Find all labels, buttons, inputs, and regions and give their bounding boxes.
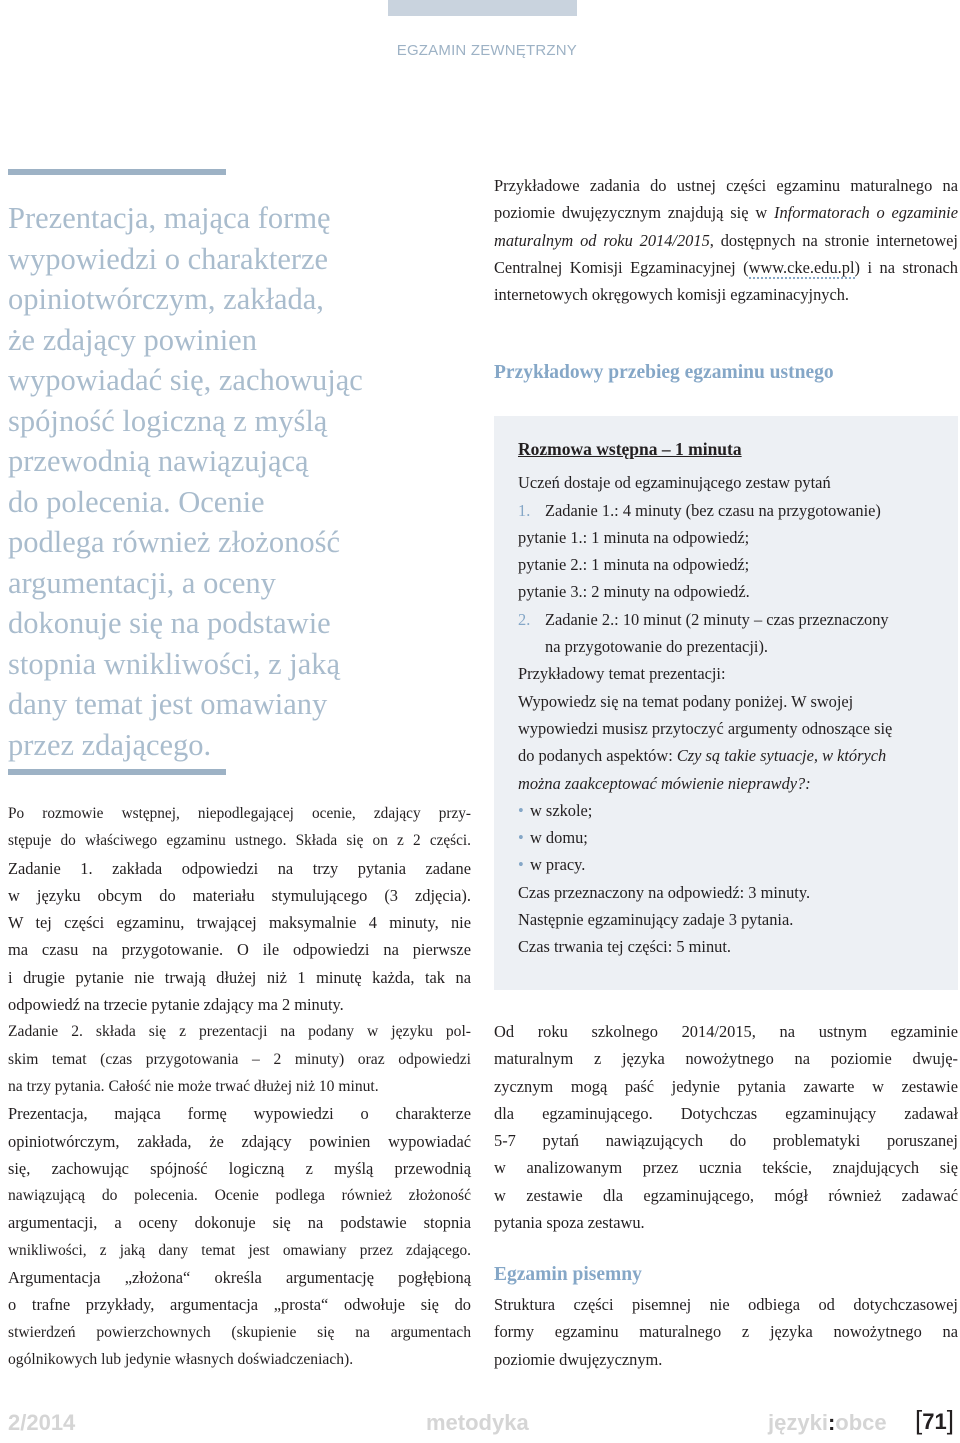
body-line: pytania spoza zestawu.	[494, 1213, 645, 1233]
pullquote-line: spójność logiczną z myślą	[8, 403, 328, 438]
body-line: Od roku szkolnego 2014/2015, na ustnym egzaminie	[494, 1022, 958, 1041]
pullquote-line: wypowiadać się, zachowując	[8, 363, 363, 397]
written-exam-paragraph	[494, 1291, 958, 1373]
item-number: 1.	[518, 500, 531, 520]
pullquote-line: Prezentacja, mająca formę	[8, 201, 331, 235]
body-line: ogólnikowych lub jedynie własnych doświadczeniach).	[8, 1350, 354, 1368]
pullquote-line: stopnia wnikliwości, z jaką	[8, 646, 341, 681]
body-line: argumentacji, a oceny dokonuje się na podstawie stopnia	[8, 1213, 471, 1233]
brand-separator: :	[827, 1410, 836, 1435]
footer-brand	[768, 1410, 887, 1436]
pullquote-top-rule	[8, 169, 226, 175]
box-line: na przygotowanie do prezentacji).	[545, 637, 768, 657]
header-bar	[388, 0, 577, 16]
intro-paragraph	[494, 172, 958, 308]
pullquote-line: przewodnią nawiązującą	[8, 444, 309, 478]
box-line: wypowiedzi musisz przytoczyć argumenty odnoszące się	[518, 718, 893, 738]
heading-written-exam: Egzamin pisemny	[494, 1264, 642, 1285]
pullquote-line: że zdający powinien	[8, 322, 257, 357]
box-italic: Czy są takie sytuacje, w których	[676, 746, 887, 766]
bullet-icon: •	[518, 828, 524, 848]
box-line: Następnie egzaminujący zadaje 3 pytania.	[518, 910, 794, 930]
box-line: do podanych aspektów:	[518, 746, 677, 766]
pullquote-line: dany temat jest omawiany	[8, 687, 328, 721]
body-line: stępuje do właściwego egzaminu ustnego. Składa się on z 2 części.	[8, 832, 471, 850]
body-line: Po rozmowie wstępnej, niepodlegającej ocenie, zdający przy-	[8, 805, 471, 822]
box-line: pytanie 1.: 1 minuta na odpowiedź;	[518, 527, 750, 547]
body-line: formy egzaminu maturalnego z języka nowożytnego na	[494, 1322, 958, 1342]
section-label: EGZAMIN ZEWNĘTRZNY	[396, 42, 577, 59]
body-line: skim temat (czas przygotowania – 2 minuty) oraz odpowiedzi	[8, 1050, 471, 1068]
pullquote-line: argumentacji, a oceny	[8, 565, 276, 600]
item-number: 2.	[518, 609, 531, 629]
footer-issue: 2/2014	[8, 1410, 76, 1435]
pullquote-line: opiniotwórczym, zakłada,	[8, 282, 324, 316]
pullquote-bottom-rule	[8, 769, 226, 775]
pullquote-line: do polecenia. Ocenie	[8, 484, 265, 519]
bullet-icon: •	[518, 855, 524, 875]
body-line: Struktura części pisemnej nie odbiega od dotychczasowej	[494, 1295, 958, 1314]
body-line: opiniotwórczym, zakłada, że zdający powinien wypowiadać	[8, 1131, 471, 1151]
bullet-text: w pracy.	[530, 855, 586, 875]
body-line: poziomie dwujęzycznym.	[494, 1349, 663, 1369]
box-title: Rozmowa wstępna – 1 minuta	[518, 439, 742, 459]
page-number-value: 71	[922, 1409, 947, 1434]
body-line: 5-7 pytań nawiązujących do problematyki poruszanej	[494, 1131, 958, 1151]
box-line: Czas przeznaczony na odpowiedź: 3 minuty.	[518, 882, 811, 902]
bullet-icon: •	[518, 800, 524, 820]
body-line: się, zachowując spójność logiczną z myślą przewodnią	[8, 1158, 471, 1178]
bullet-text: w domu;	[530, 828, 588, 848]
body-line: ma czasu na przygotowanie. O ile odpowiedzi na pierwsze	[8, 940, 471, 960]
pullquote-line: przez zdającego.	[8, 727, 212, 762]
body-line: wnikliwości, z jaką dany temat jest omawiany przez zdającego.	[8, 1241, 471, 1259]
pullquote-line: wypowiedzi o charakterze	[8, 241, 329, 276]
box-line: Zadanie 1.: 4 minuty (bez czasu na przygotowanie)	[545, 500, 881, 520]
box-line: pytanie 3.: 2 minuty na odpowiedź.	[518, 582, 750, 602]
left-column-text	[8, 800, 471, 1373]
intro-italic: Informatorach o egzaminie maturalnym od roku 2014/2015	[494, 203, 958, 250]
brand-part: języki	[768, 1410, 828, 1435]
body-line: na trzy pytania. Całość nie może trwać dłużej niż 10 minut.	[8, 1077, 379, 1095]
body-line: zycznym mogą paść jedynie pytania zawarte w zestawie	[494, 1076, 958, 1096]
body-line: odpowiedź na trzecie pytanie zdający ma 2 minuty.	[8, 995, 344, 1015]
new-rules-paragraph	[494, 1018, 958, 1236]
body-line: nawiązującą do polecenia. Ocenie podlega również złożoność	[8, 1187, 471, 1205]
bullet-text: w szkole;	[530, 800, 593, 820]
pullquote-line: dokonuje się na podstawie	[8, 606, 331, 640]
cke-link[interactable]: www.cke.edu.pl	[748, 257, 855, 277]
body-line: maturalnym z języka nowożytnego na poziomie dwuję-	[494, 1049, 958, 1069]
page-number	[915, 1405, 954, 1436]
example-box-content	[518, 436, 948, 961]
body-line: stwierdzeń powierzchownych (skupienie się na argumentach	[8, 1323, 471, 1341]
pullquote	[8, 198, 403, 765]
bracket-open: [	[915, 1405, 923, 1435]
pullquote-line: podlega również złożoność	[8, 525, 340, 559]
intro-text: , dostępnych na stronie internetowej Centralnej Komisji Egzaminacyjnej (	[494, 230, 958, 277]
body-line: w języku obcym do materiału stymulującego (3 zdjęcia).	[8, 885, 471, 905]
box-line: Wypowiedz się na temat podany poniżej. W swojej	[518, 691, 854, 711]
intro-text: ) i na stronach internetowych okręgowych komisji egzaminacyjnych.	[494, 257, 958, 305]
brand-part: obce	[835, 1410, 887, 1435]
bracket-close: ]	[946, 1405, 954, 1435]
body-line: Argumentacja „złożona“ określa argumentację pogłębioną	[8, 1268, 471, 1288]
box-line: Czas trwania tej części: 5 minut.	[518, 937, 732, 957]
box-italic: można zaakceptować mówienie nieprawdy?:	[518, 773, 811, 793]
body-line: Zadanie 1. zakłada odpowiedzi na trzy pytania zadane	[8, 858, 471, 878]
body-line: Prezentacja, mająca formę wypowiedzi o charakterze	[8, 1104, 471, 1124]
body-line: o trafne przykłady, argumentacja „prosta“ odwołuje się do	[8, 1295, 471, 1315]
box-line: Zadanie 2.: 10 minut (2 minuty – czas przeznaczony	[545, 609, 889, 629]
heading-oral-exam: Przykładowy przebieg egzaminu ustnego	[494, 362, 834, 383]
body-line: w zestawie dla egzaminującego, mógł również zadawać	[494, 1185, 958, 1205]
intro-text: Przykładowe zadania do ustnej części egzaminu maturalnego na poziomie dwujęzycznym znajdują się w	[494, 176, 958, 223]
footer-magazine: metodyka	[426, 1410, 529, 1435]
box-line: Uczeń dostaje od egzaminującego zestaw pytań	[518, 473, 831, 493]
body-line: Zadanie 2. składa się z prezentacji na podany w języku pol-	[8, 1023, 471, 1041]
body-line: i drugie pytanie nie trwają dłużej niż 1 minutę każda, tak na	[8, 967, 471, 987]
box-line: Przykładowy temat prezentacji:	[518, 664, 726, 684]
body-line: dla egzaminującego. Dotychczas egzaminujący zadawał	[494, 1103, 958, 1123]
body-line: W tej części egzaminu, trwającej maksymalnie 4 minuty, nie	[8, 913, 471, 933]
body-line: w analizowanym przez ucznia tekście, znajdujących się	[494, 1158, 958, 1178]
box-line: pytanie 2.: 1 minuta na odpowiedź;	[518, 555, 750, 575]
